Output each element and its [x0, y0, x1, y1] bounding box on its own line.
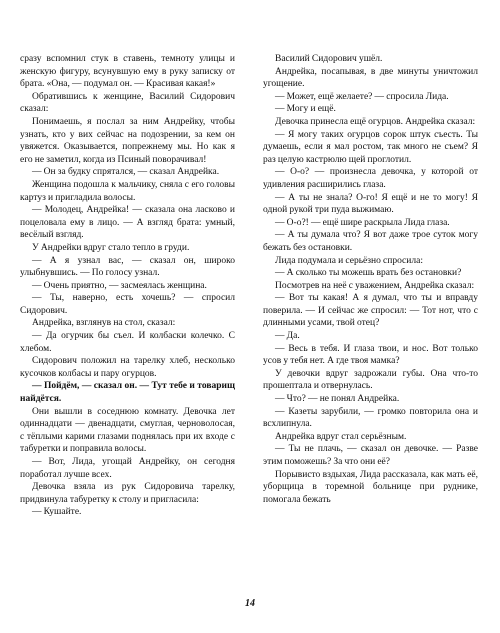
paragraph: Порывисто вздыхая, Лида рассказала, как мать её, уборщица в торемной больнице при руднике, помогала бежать	[263, 469, 478, 505]
paragraph: Девочка принесла ещё огурцов. Андрейка сказал:	[275, 116, 476, 127]
page-number: 14	[245, 598, 255, 609]
paragraph: — Могу и ещё.	[275, 104, 336, 115]
paragraph: — Что? — не понял Андрейка.	[275, 394, 400, 405]
paragraph: Понимаешь, я послал за ним Андрейку, чтобы узнать, кто у вих сейчас на подозрении, за кем он увяжется. Оказывается, попрежнему мы. Но как я его не заметил, когда из Псиный поворачивал!	[20, 116, 235, 165]
paragraph: Девочка взяла из рук Сидоровича тарелку, придвинула табуретку к столу и пригласила:	[20, 482, 235, 505]
right-column	[263, 53, 478, 506]
paragraph: — А я узнал вас, — сказал он, широко улыбнувшись. — По голосу узнал.	[20, 255, 235, 279]
paragraph: — Молодец, Андрейка! — сказала она ласково и поцеловала ему в лицо. — А взгляд брата: умный, весёлый взгляд.	[20, 205, 235, 241]
paragraph: Обратившись к женщине, Василий Сидорович сказал:	[20, 91, 235, 115]
paragraph: — Да.	[275, 331, 300, 342]
paragraph: Они вышли в соседнюю комнату. Девочка лет одиннадцати — двенадцати, смуглая, черноволосая, с тёплыми карими глазами поднялась при их входе с табуретки и поправила волосы.	[20, 406, 235, 455]
paragraph: — Вот, Лида, угощай Андрейку, он сегодня поработал лучше всех.	[20, 457, 235, 480]
paragraph: Андрейка, посапывая, в две минуты уничтожил угощение.	[263, 66, 478, 90]
paragraph: — Казеты зарубили, — громко повторила она и всхлипнула.	[263, 406, 478, 430]
paragraph: У девочки вдруг задрожали губы. Она что-то прошептала и отвернулась.	[263, 368, 478, 392]
paragraph: Лида подумала и серьёзно спросила:	[275, 255, 423, 266]
paragraph: У Андрейки вдруг стало тепло в груди.	[32, 242, 190, 253]
paragraph: — А ты думала что? Я вот даже трое суток могу бежать без остановки.	[263, 230, 478, 253]
paragraph: Василий Сидорович ушёл.	[275, 54, 383, 64]
paragraph: — Пойдём, — сказал он. — Тут тебе и товарищ найдётся.	[20, 381, 235, 405]
paragraph: — Ты не плачь, — сказал он девочке. — Разве этим поможешь? За что они её?	[263, 444, 478, 467]
paragraph: Посмотрев на неё с уважением, Андрейка сказал:	[275, 280, 475, 291]
paragraph: — А ты не знала? О-го! Я ещё и не то могу! Я одной рукой три пуда выжимаю.	[263, 192, 478, 216]
paragraph: — О-о? — произнесла девочка, у которой от удивления расширились глаза.	[263, 167, 478, 190]
paragraph: сразу вспомнил стук в ставень, темноту улицы и женскую фигуру, всунувшую ему в руку записку от брата. «Она, — подумал он. — Красивая какая!»	[20, 54, 235, 90]
paragraph: — Он за будку спрятался, — сказал Андрейка.	[32, 167, 220, 178]
paragraph: — Очень приятно, — засмеялась женщина.	[32, 280, 207, 291]
paragraph: — Кушайте.	[32, 507, 82, 518]
paragraph: — А сколько ты можешь врать без остановки?	[275, 268, 462, 279]
paragraph: Сидорович положил на тарелку хлеб, несколько кусочков колбасы и пару огурцов.	[20, 356, 235, 379]
paragraph: — Я могу таких огурцов сорок штук съесть. Ты думаешь, если я мал ростом, так много не съем? Я раз целую кастрюлю щей проглотил.	[263, 129, 478, 165]
paragraph: — Может, ещё желаете? — спросила Лида.	[275, 91, 449, 102]
paragraph: Женщина подошла к мальчику, сняла с его головы картуз и пригладила волосы.	[20, 179, 235, 203]
paragraph: — Вот ты какая! А я думал, что ты и вправду поверила. — И сейчас же спросил: — Тот нот, что с длинными усами, твой отец?	[263, 293, 478, 329]
paragraph: — Весь в тебя. И глаза твои, и нос. Вот только усов у тебя нет. А где твоя мамка?	[263, 343, 478, 367]
paragraph: — О-о?! — ещё шире раскрыла Лида глаза.	[275, 217, 450, 228]
paragraph: Андрейка вдруг стал серьёзным.	[275, 431, 407, 442]
paragraph: — Ты, наверно, есть хочешь? — спросил Сидорович.	[20, 293, 235, 316]
paragraph: — Да огурчик бы съел. И колбаски колечко. С хлебом.	[20, 331, 235, 354]
left-column	[20, 53, 235, 519]
paragraph: Андрейка, взглянув на стол, сказал:	[32, 318, 176, 329]
